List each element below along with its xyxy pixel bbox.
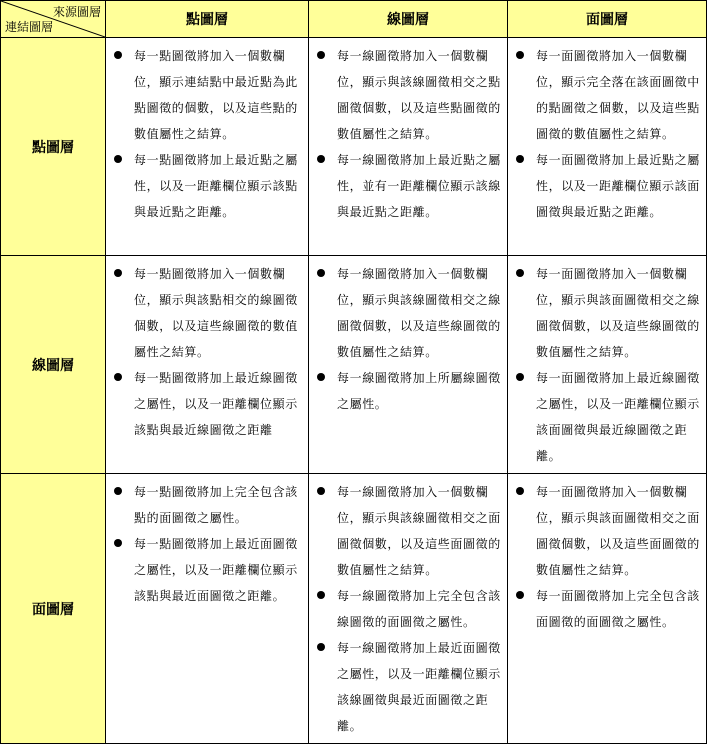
table-cell bbox=[508, 38, 707, 256]
list-item: 每一線圖徵將加上完全包含該線圖徵的面圖徵之屬性。 bbox=[315, 583, 501, 635]
list-item: 每一面圖徵將加入一個數欄位，顯示與該面圖徵相交之面圖徵個數，以及這些面圖徵的數值屬性之結算。 bbox=[514, 479, 700, 583]
table-row bbox=[1, 38, 707, 256]
table-cell bbox=[106, 474, 309, 744]
list-item: 每一面圖徵將加上完全包含該面圖徵的面圖徵之屬性。 bbox=[514, 583, 700, 635]
list-item: 每一點圖徵將加上完全包含該點的面圖徵之屬性。 bbox=[112, 479, 302, 531]
list-item: 每一點圖徵將加入一個數欄位，顯示連結點中最近點為此點圖徵的個數，以及這些點的數值屬性之結算。 bbox=[112, 43, 302, 147]
table-cell bbox=[106, 256, 309, 474]
list-item: 每一線圖徵將加入一個數欄位，顯示與該線圖徵相交之面圖徵個數，以及這些面圖徵的數值屬性之結算。 bbox=[315, 479, 501, 583]
corner-cell bbox=[1, 1, 106, 38]
column-header-line: 線圖層 bbox=[309, 1, 508, 38]
bullet-list bbox=[106, 38, 308, 229]
list-item: 每一線圖徵將加入一個數欄位，顯示與該線圖徵相交之線圖徵個數，以及這些線圖徵的數值屬性之結算。 bbox=[315, 261, 501, 365]
list-item: 每一線圖徵將加上所屬線圖徵之屬性。 bbox=[315, 365, 501, 417]
list-item: 每一點圖徵將加上最近點之屬性，以及一距離欄位顯示該點與最近點之距離。 bbox=[112, 147, 302, 225]
table-cell bbox=[309, 256, 508, 474]
bullet-list bbox=[309, 474, 507, 743]
row-header-line: 線圖層 bbox=[1, 256, 106, 474]
table-cell bbox=[309, 38, 508, 256]
column-header-polygon: 面圖層 bbox=[508, 1, 707, 38]
bullet-list bbox=[309, 38, 507, 229]
bullet-list bbox=[508, 256, 706, 473]
list-item: 每一面圖徵將加入一個數欄位，顯示完全落在該面圖徵中的點圖徵之個數，以及這些點圖徵的數值屬性之結算。 bbox=[514, 43, 700, 147]
header-row bbox=[1, 1, 707, 38]
list-item: 每一線圖徵將加入一個數欄位，顯示與該線圖徵相交之點圖徵個數，以及這些點圖徵的數值屬性之結算。 bbox=[315, 43, 501, 147]
row-header-polygon: 面圖層 bbox=[1, 474, 106, 744]
table-cell bbox=[508, 256, 707, 474]
list-item: 每一面圖徵將加入一個數欄位，顯示與該面圖徵相交之線圖徵個數，以及這些線圖徵的數值屬性之結算。 bbox=[514, 261, 700, 365]
list-item: 每一面圖徵將加上最近點之屬性，以及一距離欄位顯示該面圖徵與最近點之距離。 bbox=[514, 147, 700, 225]
bullet-list bbox=[106, 474, 308, 613]
list-item: 每一線圖徵將加上最近面圖徵之屬性，以及一距離欄位顯示該線圖徵與最近面圖徵之距離。 bbox=[315, 635, 501, 739]
list-item: 每一點圖徵將加上最近線圖徵之屬性，以及一距離欄位顯示該點與最近線圖徵之距離 bbox=[112, 365, 302, 443]
table-cell bbox=[309, 474, 508, 744]
bullet-list bbox=[309, 256, 507, 421]
table-row bbox=[1, 256, 707, 474]
table-cell bbox=[508, 474, 707, 744]
bullet-list bbox=[106, 256, 308, 447]
bullet-list bbox=[508, 38, 706, 229]
table-cell bbox=[106, 38, 309, 256]
row-header-point: 點圖層 bbox=[1, 38, 106, 256]
bullet-list bbox=[508, 474, 706, 639]
list-item: 每一點圖徵將加入一個數欄位，顯示與該點相交的線圖徵個數，以及這些線圖徵的數值屬性之結算。 bbox=[112, 261, 302, 365]
target-layer-label: 連結圖層 bbox=[5, 20, 54, 34]
table-row bbox=[1, 474, 707, 744]
list-item: 每一點圖徵將加上最近面圖徵之屬性，以及一距離欄位顯示該點與最近面圖徵之距離。 bbox=[112, 531, 302, 609]
source-layer-label: 來源圖層 bbox=[52, 5, 101, 19]
list-item: 每一面圖徵將加上最近線圖徵之屬性，以及一距離欄位顯示該面圖徵與最近線圖徵之距離。 bbox=[514, 365, 700, 469]
column-header-point: 點圖層 bbox=[106, 1, 309, 38]
list-item: 每一線圖徵將加上最近點之屬性，並有一距離欄位顯示該線與最近點之距離。 bbox=[315, 147, 501, 225]
